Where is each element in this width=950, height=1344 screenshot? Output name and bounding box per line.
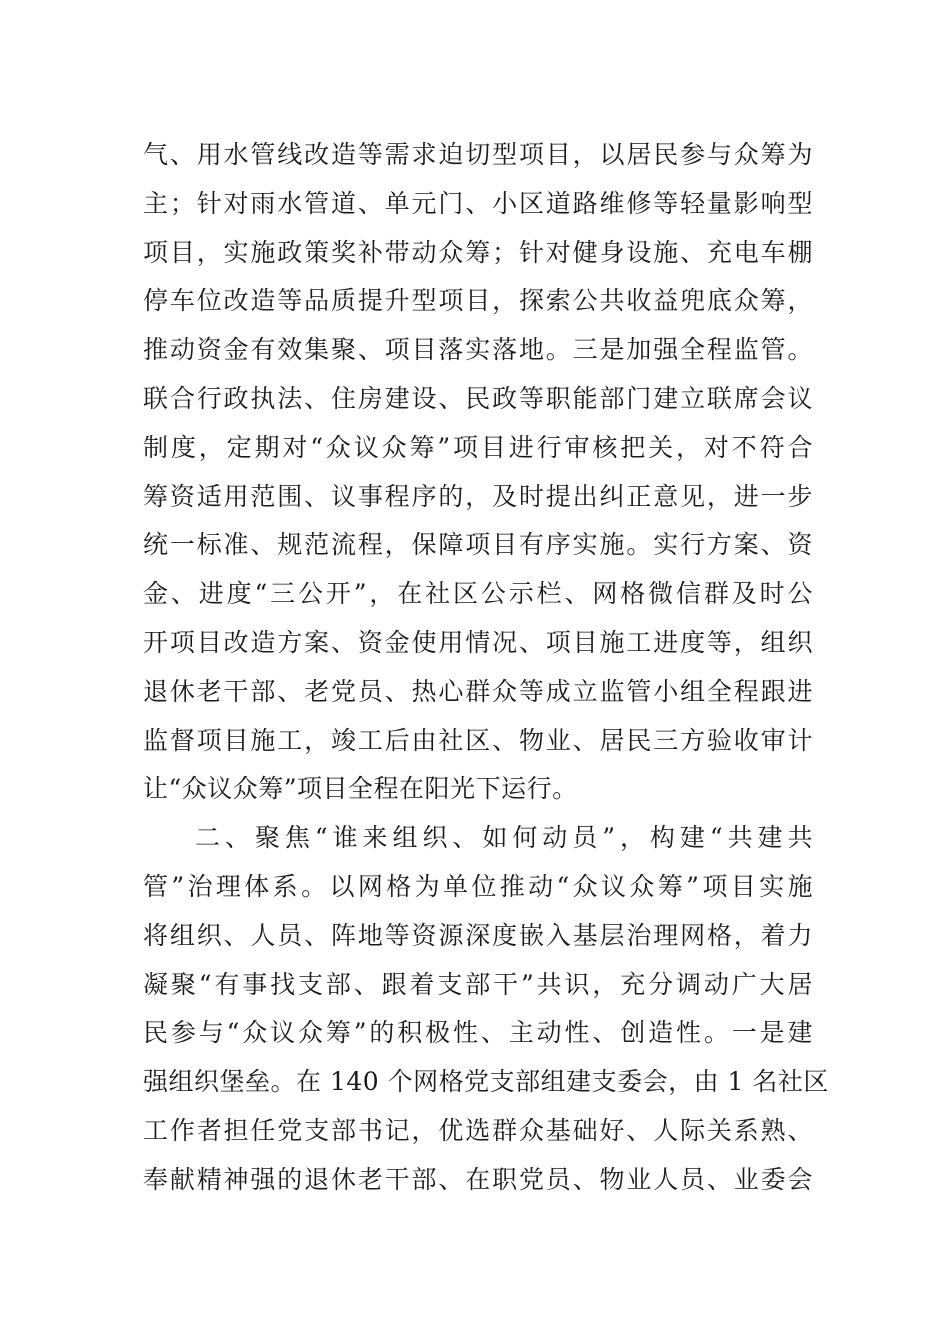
text-line: 工作者担任党支部书记，优选群众基础好、人际关系熟、 bbox=[143, 1115, 813, 1145]
text-line: 将组织、人员、阵地等资源深度嵌入基层治理网格，着力 bbox=[143, 920, 813, 950]
text-line: 联合行政执法、住房建设、民政等职能部门建立联席会议 bbox=[143, 383, 813, 413]
text-line: 凝聚“有事找支部、跟着支部干”共识，充分调动广大居 bbox=[143, 969, 813, 999]
text-line: 监督项目施工，竣工后由社区、物业、居民三方验收审计 bbox=[143, 725, 813, 755]
document-body bbox=[143, 131, 829, 1205]
text-line: 气、用水管线改造等需求迫切型项目，以居民参与众筹为 bbox=[143, 140, 813, 169]
text-line: 制度，定期对“众议众筹”项目进行审核把关，对不符合 bbox=[143, 432, 813, 462]
text-line: 推动资金有效集聚、项目落实落地。三是加强全程监管。 bbox=[143, 335, 813, 365]
text-line: 退休老干部、老党员、热心群众等成立监管小组全程跟进 bbox=[143, 676, 813, 706]
text-line: 筹资适用范围、议事程序的，及时提出纠正意见，进一步 bbox=[143, 481, 813, 511]
text-line: 让“众议众筹”项目全程在阳光下运行。 bbox=[143, 774, 578, 804]
text-line: 奉献精神强的退休老干部、在职党员、物业人员、业委会 bbox=[143, 1164, 813, 1194]
text-line: 民参与“众议众筹”的积极性、主动性、创造性。一是建 bbox=[143, 1018, 813, 1048]
text-line: 统一标准、规范流程，保障项目有序实施。实行方案、资 bbox=[143, 530, 813, 560]
text-line: 主；针对雨水管道、单元门、小区道路维修等轻量影响型 bbox=[143, 188, 813, 218]
section-heading-line: 二、聚焦“谁来组织、如何动员”，构建“共建共 bbox=[195, 823, 813, 853]
text-line: 金、进度“三公开”，在社区公示栏、网格微信群及时公 bbox=[143, 579, 813, 609]
text-line: 强组织堡垒。在 140 个网格党支部组建支委会，由 1 名社区 bbox=[143, 1067, 829, 1097]
text-line: 停车位改造等品质提升型项目，探索公共收益兜底众筹， bbox=[143, 286, 813, 316]
text-line: 项目，实施政策奖补带动众筹；针对健身设施、充电车棚 bbox=[143, 237, 813, 267]
text-line: 开项目改造方案、资金使用情况、项目施工进度等，组织 bbox=[143, 627, 813, 657]
text-line: 管”治理体系。以网格为单位推动“众议众筹”项目实施 bbox=[143, 871, 813, 901]
